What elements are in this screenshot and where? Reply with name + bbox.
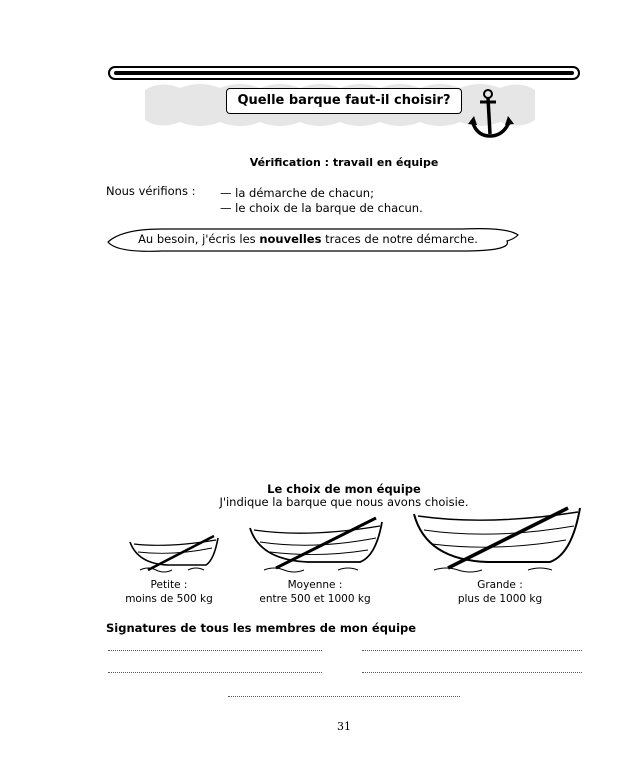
verification-item-2: — le choix de la barque de chacun. <box>220 201 423 215</box>
signature-line[interactable] <box>108 672 322 673</box>
boat-small-caption: Petite : moins de 500 kg <box>125 579 213 605</box>
note-text: Au besoin, j'écris les nouvelles traces de notre démarche. <box>138 232 478 246</box>
signature-line[interactable] <box>362 672 582 673</box>
boat-small[interactable] <box>128 530 220 576</box>
signature-line[interactable] <box>228 696 460 697</box>
signature-line[interactable] <box>108 650 322 651</box>
choice-heading: Le choix de mon équipe <box>267 482 421 496</box>
anchor-icon <box>466 88 516 142</box>
boat-large[interactable] <box>412 500 584 578</box>
boat-large-caption: Grande : plus de 1000 kg <box>457 579 543 605</box>
header-bar <box>108 66 580 80</box>
verification-heading: Vérification : travail en équipe <box>249 156 439 169</box>
choice-subheading: J'indique la barque que nous avons choisie. <box>219 495 469 509</box>
page-number: 31 <box>337 720 351 733</box>
page-title: Quelle barque faut-il choisir? <box>226 88 462 114</box>
verification-intro: Nous vérifions : <box>106 184 196 198</box>
signature-line[interactable] <box>362 650 582 651</box>
signatures-heading: Signatures de tous les membres de mon équipe <box>106 621 417 635</box>
verification-item-1: — la démarche de chacun; <box>220 186 374 200</box>
boat-medium[interactable] <box>248 516 388 576</box>
boat-medium-caption: Moyenne : entre 500 et 1000 kg <box>259 579 371 605</box>
